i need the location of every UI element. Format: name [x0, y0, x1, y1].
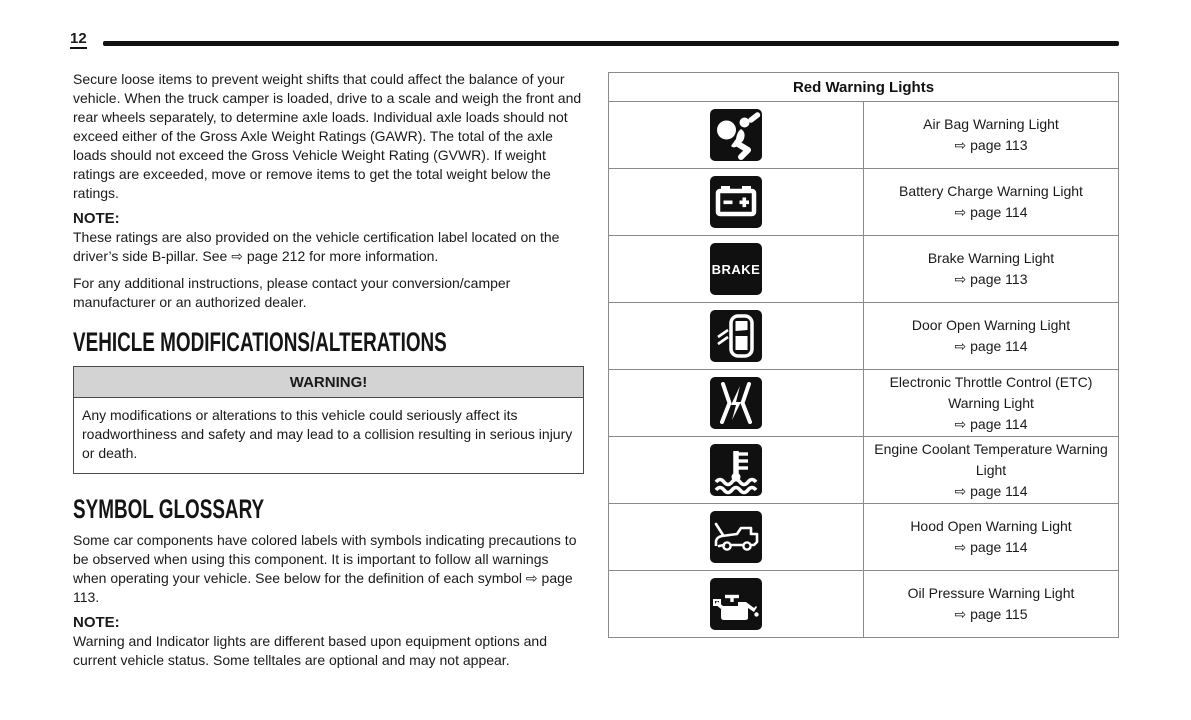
page-reference: ⇨ page 113 [954, 137, 1028, 153]
table-header-row [609, 73, 1119, 102]
coolant-temperature-icon [710, 444, 762, 496]
table-row [609, 504, 1119, 571]
warning-box [73, 366, 584, 474]
heading-symbol-glossary: SYMBOL GLOSSARY [73, 494, 265, 524]
page-reference: ⇨ page 114 [954, 204, 1028, 220]
warning-light-label: Electronic Throttle Control (ETC) Warning Light [889, 373, 1093, 411]
note-text-telltales: Warning and Indicator lights are different based upon equipment options and current vehicle status. Some telltales are optional and may not appear. [73, 633, 547, 668]
warning-box-title: WARNING! [74, 367, 583, 398]
paragraph-loading: Secure loose items to prevent weight shifts that could affect the balance of your vehicle. When the truck camper is loaded, drive to a scale and weigh the front and rear wheels separately, to determine axle loads. Individual axle loads should not exceed either of the Gross Axle Weight Ratings (GAWR). The total of the axle loads should not exceed the Gross Vehicle Weight Rating (GVWR). If weight ratings are exceeded, move or remove items to get the total weight below the ratings. [73, 71, 582, 201]
table-row [609, 370, 1119, 437]
door-open-icon [710, 310, 762, 362]
note-label: NOTE: [73, 210, 120, 227]
table-row [609, 437, 1119, 504]
paragraph-glossary: Some car components have colored labels with symbols indicating precautions to be observed when using this component. It is important to follow all warnings when operating your vehicle. See below for the definition of each symbol ⇨ page 113. [73, 532, 577, 605]
header-rule [103, 41, 1119, 46]
warning-light-label: Battery Charge Warning Light [899, 183, 1083, 199]
warning-box-body: Any modifications or alterations to this vehicle could seriously affect its roadworthiness and safety and may lead to a collision resulting in serious injury or death. [74, 398, 583, 473]
note-text-ratings: These ratings are also provided on the vehicle certification label located on the driver’s side B-pillar. See ⇨ page 212 for more information. [73, 229, 560, 264]
table-row [609, 303, 1119, 370]
battery-charge-icon [710, 176, 762, 228]
red-warning-lights-table [608, 72, 1119, 638]
svg-text:BRAKE: BRAKE [711, 262, 761, 277]
heading-vehicle-modifications: VEHICLE MODIFICATIONS/ALTERATIONS [73, 327, 447, 357]
paragraph-instructions: For any additional instructions, please contact your conversion/camper manufacturer or an authorized dealer. [73, 275, 511, 310]
etc-warning-icon [710, 377, 762, 429]
page-number: 12 [70, 30, 87, 47]
page-reference: ⇨ page 114 [954, 415, 1028, 432]
table-row [609, 236, 1119, 303]
warning-light-label: Engine Coolant Temperature Warning Light [874, 440, 1108, 478]
note-label: NOTE: [73, 614, 120, 631]
table-title: Red Warning Lights [609, 73, 1119, 102]
warning-light-label: Oil Pressure Warning Light [907, 585, 1075, 601]
airbag-warning-icon [710, 109, 762, 161]
brake-warning-icon [710, 243, 762, 295]
warning-light-label: Door Open Warning Light [911, 317, 1071, 333]
page-reference: ⇨ page 113 [954, 271, 1028, 287]
table-row [609, 169, 1119, 236]
warning-light-label: Hood Open Warning Light [910, 518, 1072, 534]
page-reference: ⇨ page 114 [954, 338, 1028, 354]
page-reference: ⇨ page 115 [954, 606, 1028, 622]
hood-open-icon [710, 511, 762, 563]
table-row [609, 102, 1119, 169]
warning-light-label: Brake Warning Light [927, 250, 1055, 266]
warning-light-label: Air Bag Warning Light [923, 116, 1059, 132]
left-column [73, 62, 584, 670]
oil-pressure-icon [710, 578, 762, 630]
table-row [609, 571, 1119, 638]
page-reference: ⇨ page 114 [954, 482, 1028, 499]
page-reference: ⇨ page 114 [954, 539, 1028, 555]
